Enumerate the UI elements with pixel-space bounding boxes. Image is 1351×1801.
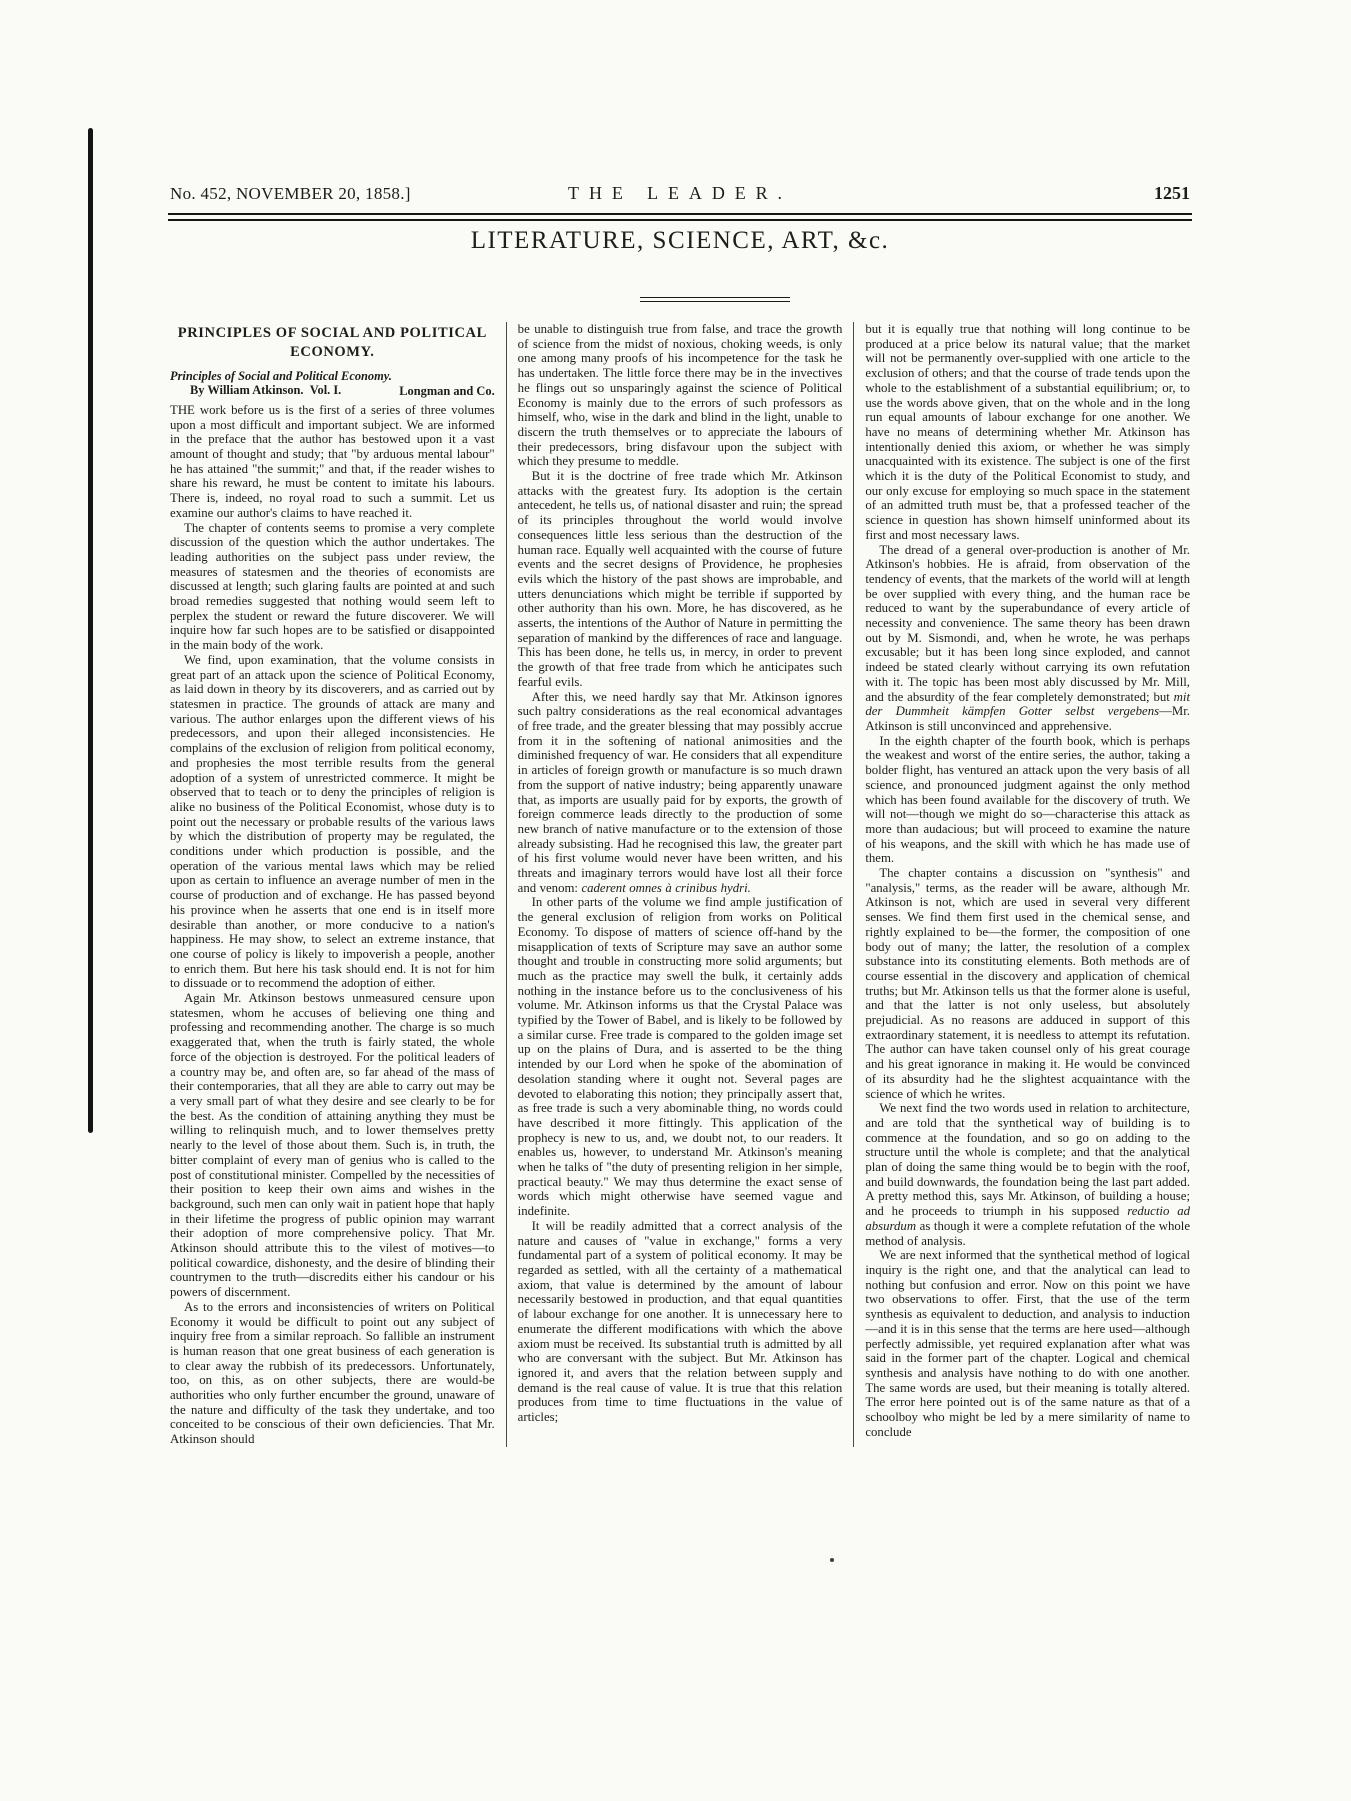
paragraph: The chapter of contents seems to promise a very complete discussion of the question which the author undertakes. The leading authorities on the subject pass under review, the measures of statesmen and the theories of economists are discussed at length; such glaring faults are pointed at and such broad remedies suggested that nothing would seem left to perplex the student or reward the future discoverer. We will inquire how far such hopes are to be satisfied or disappointed in the main body of the work. [170,520,495,653]
header-double-rule [168,213,1192,221]
paragraph: We next find the two words used in relation to architecture, and are told that the synthetical way of building is to commence at the foundation, and so go on adding to the structure until the whole is complete; and that the analytical plan of doing the same thing would be to begin with the roof, and build downwards, the foundation being the last part added. A pretty method this, says Mr. Atkinson, of building a house; and he proceeds to triumph in his supposed reductio ad absurdum as though it were a complete refutation of the whole method of analysis. [865,1101,1191,1248]
paragraph: We are next informed that the synthetical method of logical inquiry is the right one, and that the analytical can lead to nothing but confusion and error. Now on this point we have two observations to offer. First, that the use of the term synthesis as equivalent to deduction, and analysis to induction—and it is in this sense that the terms are here used—although perfectly admissible, yet required explanation after what was said in the former part of the chapter. Logical and chemical synthesis and analysis have nothing to do with one another. The same words are used, but their meaning is totally altered. The error here pointed out is of the same nature as that of a schoolboy who might be led by a mere similarity of name to conclude [865,1248,1191,1439]
column-2-body [518,322,843,1425]
paragraph: The chapter contains a discussion on "synthesis" and "analysis," terms, as the reader will be aware, although Mr. Atkinson is not, which are used in several very different senses. We find them first used in the chemical sense, and rightly explained to be—the former, the composition of one body out of many; the latter, the resolution of a complex substance into its constituting elements. Both methods are of course essential in the discovery and application of chemical truths; but Mr. Atkinson tells us that the former alone is useful, and that the latter is not only useless, but absolutely prejudicial. As no reasons are adduced in support of this extraordinary statement, it is needless to attempt its refutation. The author can have taken counsel only of his great courage and his great ignorance in making it. He would be convinced of its absurdity had he the slightest acquaintance with the science of which he writes. [865,866,1191,1101]
paragraph: But it is the doctrine of free trade which Mr. Atkinson attacks with the greatest fury. Its adoption is the certain antecedent, he tells us, of national disaster and ruin; the spread of its principles throughout the world would involve consequences little less serious than the destruction of the human race. Equally well acquainted with the course of future events and the secret designs of Providence, he prophesies evils which the history of the past shows are improbable, and utters denunciations which might be terrible if supported by other authority than his own. More, he has discovered, as he asserts, the intentions of the Author of Nature in permitting the separation of mankind by the differences of race and language. This has been done, he tells us, in mercy, in order to prevent the growth of that free trade from which he anticipates such fearful evils. [517,469,843,689]
scan-speck [830,1558,834,1562]
paragraph: In the eighth chapter of the fourth book, which is perhaps the weakest and worst of the entire series, the author, taking a bolder flight, has ventured an attack upon the very basis of all science, and pronounced judgment against the only method which has been found available for the discovery of truth. We will not—though we might do so—characterise this attack as more than audacious; but will proceed to examine the nature of his weapons, and the skill with which he has made use of them. [865,733,1191,866]
issue-info: No. 452, NOVEMBER 20, 1858.] [170,184,411,203]
paragraph: The dread of a general over-production is another of Mr. Atkinson's hobbies. He is afraid, from observation of the tendency of events, that the markets of the world will at length be over supplied with every thing, and the human race be reduced to want by the superabundance of every article of necessity and convenience. The same theory has been drawn out by M. Sismondi, and, when he wrote, he was perhaps excusable; but it has been long since exploded, and cannot indeed be stated clearly without carrying its own refutation with it. The topic has been most ably discussed by Mr. Mill, and the absurdity of the fear completely demonstrated; but mit der Dummheit kämpfen Gotter selbst vergebens—Mr. Atkinson is still unconvinced and apprehensive. [865,542,1191,733]
citation-book-title: Principles of Social and Political Economy. [170,368,392,383]
paragraph: but it is equally true that nothing will long continue to be produced at a price below its natural value; that the market will not be permanently over-supplied with one article to the exclusion of others; and that the course of trade tends upon the whole to the establishment of a substantial equilibrium; or, to use the words above given, that on the whole and in the long run equal amounts of labour exchange for one another. We have no means of determining whether Mr. Atkinson has intentionally denied this axiom, or whether he was simply unacquainted with its existence. The subject is one of the first which it is the duty of the Political Economist to study, and our only excuse for employing so much space in the statement of an admitted truth must be, that a professed teacher of the science in question has shown himself uninformed about its first and most necessary laws. [865,322,1191,542]
column-1 [170,322,506,1447]
paragraph: Again Mr. Atkinson bestows unmeasured censure upon statesmen, whom he accuses of believing one thing and professing and recommending another. The charge is so much exaggerated that, when the truth is fairly stated, the whole force of the objection is destroyed. For the political leaders of a country may be, and often are, so far ahead of the mass of their contemporaries, that all they are able to carry out may be a very small part of what they desire and see clearly to be for the best. As the condition of attaining anything they must be willing to relinquish much, and to lower themselves pretty nearly to the level of those about them. Such is, in truth, the bitter complaint of every man of genius who is called to the post of constitutional minister. Compelled by the necessities of their position to keep their own aims and wishes in the background, such men can only wait in patient hope that haply in their lifetime the progress of public opinion may warrant their adoption of more comprehensive policy. That Mr. Atkinson should attribute this to the vilest of motives—to political cowardice, dishonesty, and the desire of blinding their countrymen to the truth—discredits either his candour or his powers of discernment. [170,991,495,1300]
paragraph: We find, upon examination, that the volume consists in great part of an attack upon the science of Political Economy, as laid down in theory by its discoverers, and as carried out by statesmen in practice. The grounds of attack are many and various. The author enlarges upon the different views of his predecessors, and upon their alleged inconsistencies. He complains of the exclusion of religion from political economy, and prophesies the most terrible results from the general adoption of a system of unrestricted commerce. It might be observed that to teach or to deny the principles of religion is alike no business of the Political Economist, whose duty is to point out the necessary or probable results of the various laws by which the distribution of property may be regulated, the conditions under which production is possible, and the operation of the various mental laws which may be relied upon as certain to influence an average number of men in the course of production and of exchange. He has passed beyond his province when he asserts that one end is in itself more desirable than another, or more conducive to a nation's happiness. He may show, to select an extreme instance, that one course of policy is likely to impoverish a people, another to enrich them. But here his task should end. It is not for him to dissuade or to recommend the adoption of either. [170,652,495,991]
scan-binding-artifact [88,128,93,1133]
column-1-body [170,403,495,1447]
article-columns [170,322,1190,1447]
column-3-body [865,322,1190,1439]
masthead-row [170,183,1190,204]
citation-author: By William Atkinson. Vol. I. [190,383,342,398]
paragraph: THE work before us is the first of a series of three volumes upon a most difficult and important subject. We are informed in the preface that the author has bestowed upon it a vast amount of thought and study; that "by arduous mental labour" he has attained "the summit;" and that, if the reader wishes to share his reward, he must be content to imitate his labours. There is, indeed, no royal road to such a summit. Let us examine our author's claims to have reached it. [170,402,495,520]
paragraph: As to the errors and inconsistencies of writers on Political Economy it would be difficult to point out any subject of inquiry free from a similar reproach. So fallible an instrument is human reason that one great business of each generation is to clear away the rubbish of its predecessors. Unfortunately, too, on this, as on other subjects, there are would-be authorities who only further encumber the ground, unaware of the nature and difficulty of the task they undertake, and too conceited to be conscious of their own deficiencies. That Mr. Atkinson should [170,1299,495,1447]
paragraph: After this, we need hardly say that Mr. Atkinson ignores such paltry considerations as the real economical advantages of free trade, and the greater blessing that may possibly accrue from it in the softening of national animosities and the diminished frequency of war. He considers that all expenditure in articles of foreign growth or manufacture is so much drawn from the support of native industry; being apparently unaware that, as imports are usually paid for by exports, the growth of foreign commerce leads directly to the production of some new branch of native manufacture or to the extension of those already subsisting. Had he recognised this law, the greater part of his first volume would never have been written, and his threats and imaginary terrors would have lost all their force and venom: caderent omnes à crinibus hydri. [517,689,843,895]
column-3 [853,322,1190,1447]
paper-name: THE LEADER. [568,183,792,203]
book-citation [170,369,495,398]
column-2 [506,322,854,1447]
paragraph: be unable to distinguish true from false, and trace the growth of science from the midst of noxious, choking weeds, is only one among many proofs of his incompetence for the task he has undertaken. The little force there may be in the invectives he flings out so unsparingly against the science of Political Economy is mainly due to the errors of such professors as himself, who, wise in the dark and blind in the light, unable to discern the truth themselves or to appreciate the labours of their predecessors, bring disfavour upon the subject with which they presume to meddle. [517,322,843,469]
page-number: 1251 [1154,183,1190,203]
paragraph: It will be readily admitted that a correct analysis of the nature and causes of "value in exchange," forms a very fundamental part of a system of political economy. It may be regarded as settled, with all the certainty of a mathematical axiom, that value is determined by the amount of labour necessarily bestowed in production, and that equal quantities of labour exchange for one another. It is unnecessary here to enumerate the different modifications with which the above axiom must be received. Its substantial truth is admitted by all who are conversant with the subject. But Mr. Atkinson has ignored it, and avers that the relation between supply and demand is the real cause of value. It is true that this relation produces from time to time fluctuations in the value of articles; [517,1218,843,1425]
citation-publisher: Longman and Co. [399,383,495,398]
paragraph: In other parts of the volume we find ample justification of the general exclusion of religion from works on Political Economy. To dispose of matters of science off-hand by the misapplication of texts of Scripture may save an author some thought and trouble in constructing more solid arguments; but much as the practice may swell the bulk, it certainly adds nothing in the instance before us to the conclusiveness of his volume. Mr. Atkinson informs us that the Crystal Palace was typified by the Tower of Babel, and is likely to be followed by a similar curse. Free trade is compared to the golden image set up on the plains of Dura, and is asserted to be the thing intended by our Lord when he spoke of the abomination of desolation standing where it ought not. Several pages are devoted to elaborating this notion; they principally assert that, as free trade is such a very abominable thing, no words could have described it more fittingly. This application of the prophecy is new to us, and, we doubt not, to our readers. It enables us, however, to understand Mr. Atkinson's meaning when he talks of "the duty of presenting religion in her simple, practical beauty." We may thus determine the exact sense of words which might otherwise have seemed vague and indefinite. [517,895,843,1219]
section-title: LITERATURE, SCIENCE, ART, &c. [470,227,890,254]
article-title: PRINCIPLES OF SOCIAL AND POLITICAL ECONOMY. [177,325,487,360]
article-separator-rule [640,297,790,302]
